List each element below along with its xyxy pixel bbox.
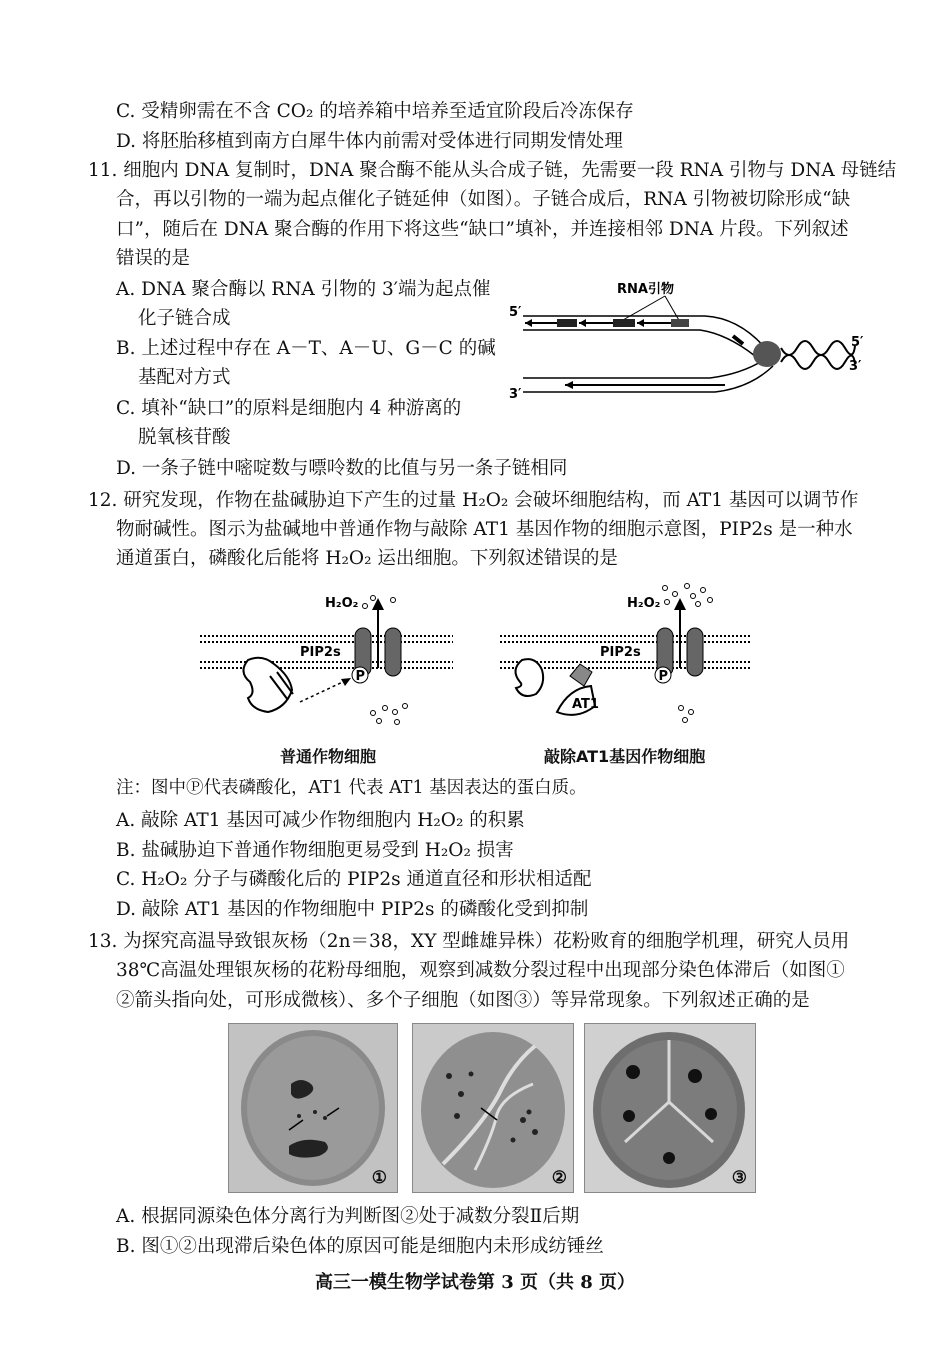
export-arrow-icon <box>674 598 686 610</box>
q13-stem-2: 38℃高温处理银灰杨的花粉母细胞，观察到减数分裂过程中出现部分染色体滞后（如图① <box>116 960 845 981</box>
q12-note: 注：图中Ⓟ代表磷酸化，AT1 代表 AT1 基因表达的蛋白质。 <box>116 778 587 798</box>
micrograph-3 <box>584 1023 756 1193</box>
at1-protein-icon-left <box>243 658 292 712</box>
primer-block <box>671 319 689 327</box>
q11-stem-3: 口”，随后在 DNA 聚合酶的作用下将这些“缺口”填补，并连接相邻 DNA 片段。下列叙述 <box>116 219 849 240</box>
q11-stem-1: 11. 细胞内 DNA 复制时，DNA 聚合酶不能从头合成子链，先需要一段 RNA 引物与 DNA 母链结 <box>88 160 897 181</box>
primer-block <box>613 319 635 327</box>
q13-option-a: A. 根据同源染色体分离行为判断图②处于减数分裂Ⅱ后期 <box>116 1206 580 1227</box>
q12-stem-3: 通道蛋白，磷酸化后能将 H₂O₂ 运出细胞。下列叙述错误的是 <box>116 548 618 569</box>
phosphate-label-left: P <box>355 669 366 684</box>
q12-option-b: B. 盐碱胁迫下普通作物细胞更易受到 H₂O₂ 损害 <box>116 840 514 861</box>
caption-normal-cell: 普通作物细胞 <box>280 747 377 766</box>
rna-primer-label: RNA引物 <box>617 282 674 297</box>
option-d-line: D. 将胚胎移植到南方白犀牛体内前需对受体进行同期发情处理 <box>116 131 623 152</box>
pip2s-channel-right <box>687 628 703 676</box>
export-arrow-icon <box>372 598 384 610</box>
at1-fragment-icon <box>515 659 543 696</box>
q12-option-a: A. 敲除 AT1 基因可减少作物细胞内 H₂O₂ 的积累 <box>116 810 525 831</box>
caption-knockout-cell: 敲除AT1基因作物细胞 <box>544 747 706 766</box>
q11-option-d: D. 一条子链中嘧啶数与嘌呤数的比值与另一条子链相同 <box>116 458 568 479</box>
q12-stem-1: 12. 研究发现，作物在盐碱胁迫下产生的过量 H₂O₂ 会破坏细胞结构，而 AT1 基因可以调节作 <box>88 490 859 511</box>
q11-option-c-2: 脱氧核苷酸 <box>138 427 231 448</box>
h2o2-label-right: H₂O₂ <box>627 596 661 611</box>
label-5prime-right: 5′ <box>851 335 864 350</box>
q12-stem-2: 物耐碱性。图示为盐碱地中普通作物与敲除 AT1 基因作物的细胞示意图，PIP2s 是一种水 <box>116 519 853 540</box>
pip2s-channel-left <box>385 628 401 676</box>
micrograph-2 <box>412 1023 574 1193</box>
q12-option-d: D. 敲除 AT1 基因的作物细胞中 PIP2s 的磷酸化受到抑制 <box>116 899 589 920</box>
h2o2-label-left: H₂O₂ <box>325 596 359 611</box>
q13-option-b: B. 图①②出现滞后染色体的原因可能是细胞内未形成纺锤丝 <box>116 1236 604 1257</box>
q11-option-a-2: 化子链合成 <box>138 308 231 329</box>
helicase-icon <box>753 341 781 367</box>
at1-label: AT1 <box>572 697 599 712</box>
q11-option-b-2: 基配对方式 <box>138 367 231 388</box>
primer-block <box>557 319 577 327</box>
q11-option-c-1: C. 填补“缺口”的原料是细胞内 4 种游离的 <box>116 398 462 419</box>
pip2s-label-right: PIP2s <box>600 645 641 660</box>
label-5prime-top-left: 5′ <box>509 305 522 320</box>
pip2s-figure <box>195 580 755 740</box>
option-c-line: C. 受精卵需在不含 CO₂ 的培养箱中培养至适宜阶段后冷冻保存 <box>116 101 634 122</box>
q13-stem-3: ②箭头指向处，可形成微核）、多个子细胞（如图③）等异常现象。下列叙述正确的是 <box>116 990 810 1011</box>
q13-stem-1: 13. 为探究高温导致银灰杨（2n＝38，XY 型雌雄异株）花粉败育的细胞学机理，研究人员用 <box>88 931 850 952</box>
label-3prime-right: 3′ <box>849 359 862 374</box>
micrograph-2-number: ② <box>551 1168 567 1188</box>
q11-stem-4: 错误的是 <box>116 248 191 269</box>
phosphate-label-right: P <box>658 669 669 684</box>
micrograph-1 <box>228 1023 398 1193</box>
micrograph-1-number: ① <box>371 1168 387 1188</box>
micrograph-3-number: ③ <box>731 1168 747 1188</box>
q11-stem-2: 合，再以引物的一端为起点催化子链延伸（如图）。子链合成后，RNA 引物被切除形成“缺 <box>116 189 851 210</box>
q11-option-b-1: B. 上述过程中存在 A－T、A－U、G－C 的碱 <box>116 338 496 359</box>
dna-replication-figure <box>505 278 875 408</box>
label-3prime-bottom-left: 3′ <box>509 387 522 402</box>
q12-option-c: C. H₂O₂ 分子与磷酸化后的 PIP2s 通道直径和形状相适配 <box>116 869 592 890</box>
page-footer: 高三一模生物学试卷第 3 页（共 8 页） <box>314 1272 636 1293</box>
q11-option-a-1: A. DNA 聚合酶以 RNA 引物的 3′端为起点催 <box>116 279 491 300</box>
pip2s-label-left: PIP2s <box>300 645 341 660</box>
